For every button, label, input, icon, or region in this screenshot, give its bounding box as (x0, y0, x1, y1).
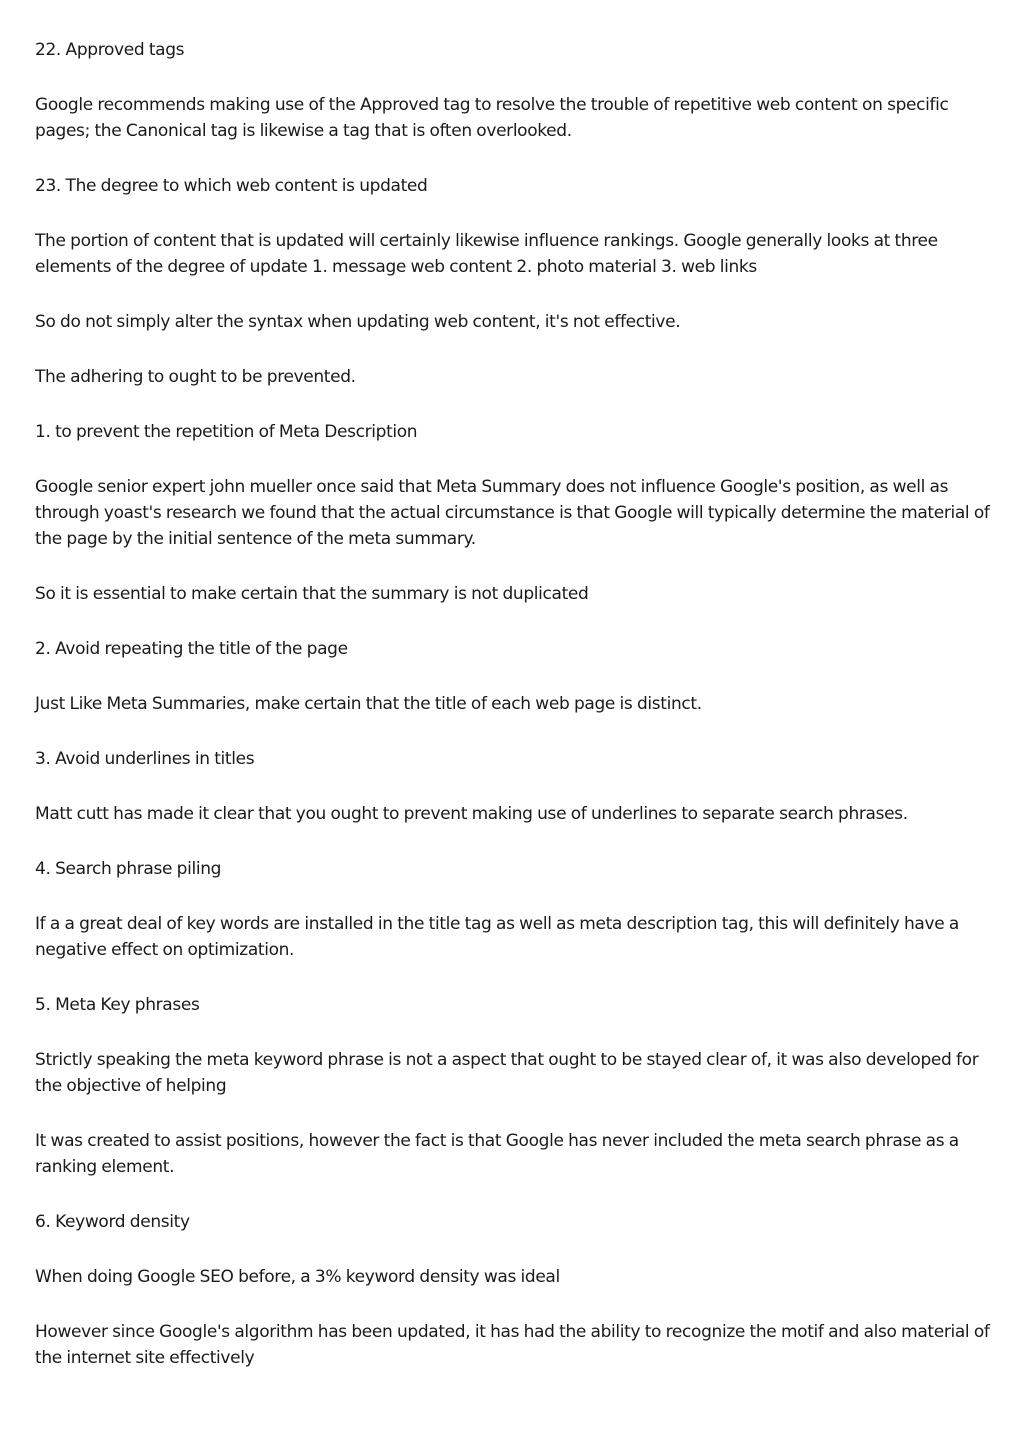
paragraph-approved-tags: Google recommends making use of the Approved tag to resolve the trouble of repetitive web content on specific pages; the Canonical tag is likewise a tag that is often overlooked. (35, 95, 949, 141)
paragraph-meta-key-phrases: Strictly speaking the meta keyword phrase is not a aspect that ought to be stayed clear of, it was also developed for the objective of helping (35, 1050, 979, 1096)
paragraph-content-updated: The portion of content that is updated will certainly likewise influence rankings. Google generally looks at three elements of the degree of update 1. message web content 2. photo material 3. web links (35, 231, 938, 277)
document-page (35, 37, 990, 1400)
paragraph-underlines: Matt cutt has made it clear that you ought to prevent making use of underlines to separate search phrases. (35, 804, 908, 824)
paragraph-ranking-element: It was created to assist positions, however the fact is that Google has never included the meta search phrase as a ranking element. (35, 1131, 959, 1177)
paragraph-prevented: The adhering to ought to be prevented. (35, 367, 356, 387)
paragraph-keyword-density: When doing Google SEO before, a 3% keyword density was ideal (35, 1267, 560, 1287)
paragraph-phrase-piling: If a a great deal of key words are installed in the title tag as well as meta description tag, this will definitely have a negative effect on optimization. (35, 914, 959, 960)
paragraph-syntax: So do not simply alter the syntax when updating web content, it's not effective. (35, 312, 681, 332)
heading-meta-description: 1. to prevent the repetition of Meta Description (35, 422, 418, 442)
paragraph-algorithm-updated: However since Google's algorithm has been updated, it has had the ability to recognize the motif and also material of the internet site effectively (35, 1322, 990, 1368)
heading-phrase-piling: 4. Search phrase piling (35, 859, 222, 879)
heading-repeating-title: 2. Avoid repeating the title of the page (35, 639, 348, 659)
heading-keyword-density: 6. Keyword density (35, 1212, 190, 1232)
heading-approved-tags: 22. Approved tags (35, 40, 185, 60)
paragraph-repeating-title: Just Like Meta Summaries, make certain that the title of each web page is distinct. (35, 694, 702, 714)
paragraph-summary-duplicated: So it is essential to make certain that the summary is not duplicated (35, 584, 589, 604)
heading-underlines: 3. Avoid underlines in titles (35, 749, 255, 769)
heading-meta-key-phrases: 5. Meta Key phrases (35, 995, 200, 1015)
heading-content-updated: 23. The degree to which web content is updated (35, 176, 428, 196)
paragraph-meta-description: Google senior expert john mueller once said that Meta Summary does not influence Google's position, as well as through yoast's research we found that the actual circumstance is that Google will typically determine the material of the page by the initial sentence of the meta summary. (35, 477, 990, 549)
